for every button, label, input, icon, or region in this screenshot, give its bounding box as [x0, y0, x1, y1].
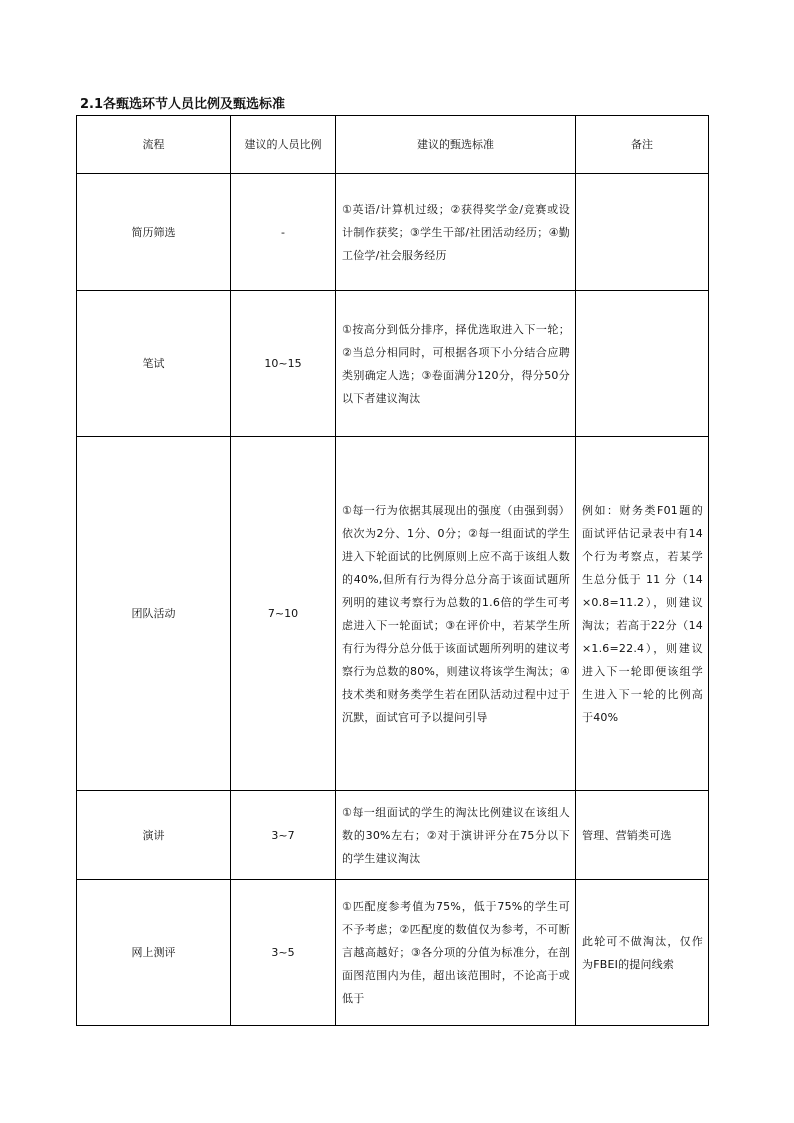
cell-stage: 团队活动	[77, 437, 231, 791]
table-header-row	[77, 116, 709, 174]
header-stage: 流程	[77, 116, 231, 174]
cell-criteria: ①每一组面试的学生的淘汰比例建议在该组人数的30%左右；②对于演讲评分在75分以下的学生建议淘汰	[336, 791, 576, 880]
cell-ratio: 3~5	[231, 880, 336, 1026]
cell-stage: 演讲	[77, 791, 231, 880]
table-row	[77, 791, 709, 880]
cell-notes: 管理、营销类可选	[576, 791, 709, 880]
cell-notes: 此轮可不做淘汰，仅作为FBEI的提问线索	[576, 880, 709, 1026]
table-row	[77, 291, 709, 437]
cell-ratio: -	[231, 174, 336, 291]
cell-stage: 笔试	[77, 291, 231, 437]
cell-stage: 简历筛选	[77, 174, 231, 291]
table-row	[77, 880, 709, 1026]
cell-criteria: ①英语/计算机过级；②获得奖学金/竞赛或设计制作获奖；③学生干部/社团活动经历；④勤工俭学/社会服务经历	[336, 174, 576, 291]
cell-notes: 例如：财务类F01题的面试评估记录表中有14个行为考察点，若某学生总分低于 11 分（14×0.8=11.2），则建议淘汰；若高于22分（14×1.6=22.4），则建议进入下一轮即便该组学生进入下一轮的比例高于40%	[576, 437, 709, 791]
cell-ratio: 7~10	[231, 437, 336, 791]
header-ratio: 建议的人员比例	[231, 116, 336, 174]
cell-ratio: 3~7	[231, 791, 336, 880]
cell-criteria: ①按高分到低分排序，择优选取进入下一轮；②当总分相同时，可根据各项下小分结合应聘类别确定人选；③卷面满分120分，得分50分以下者建议淘汰	[336, 291, 576, 437]
cell-stage: 网上测评	[77, 880, 231, 1026]
cell-notes	[576, 291, 709, 437]
section-title: 2.1各甄选环节人员比例及甄选标准	[80, 97, 286, 112]
table-row	[77, 437, 709, 791]
selection-standards-table	[76, 115, 709, 1026]
cell-criteria: ①匹配度参考值为75%，低于75%的学生可不予考虑；②匹配度的数值仅为参考，不可断言越高越好；③各分项的分值为标准分，在剖面图范围内为佳，超出该范围时，不论高于或低于	[336, 880, 576, 1026]
table-row	[77, 174, 709, 291]
header-notes: 备注	[576, 116, 709, 174]
cell-ratio: 10~15	[231, 291, 336, 437]
cell-notes	[576, 174, 709, 291]
header-criteria: 建议的甄选标准	[336, 116, 576, 174]
cell-criteria: ①每一行为依据其展现出的强度（由强到弱）依次为2分、1分、0分；②每一组面试的学生进入下轮面试的比例原则上应不高于该组人数的40%,但所有行为得分总分高于该面试题所列明的建议考察行为总数的1.6倍的学生可考虑进入下一轮面试；③在评价中，若某学生所有行为得分总分低于该面试题所列明的建议考察行为总数的80%，则建议将该学生淘汰；④技术类和财务类学生若在团队活动过程中过于沉默，面试官可予以提问引导	[336, 437, 576, 791]
